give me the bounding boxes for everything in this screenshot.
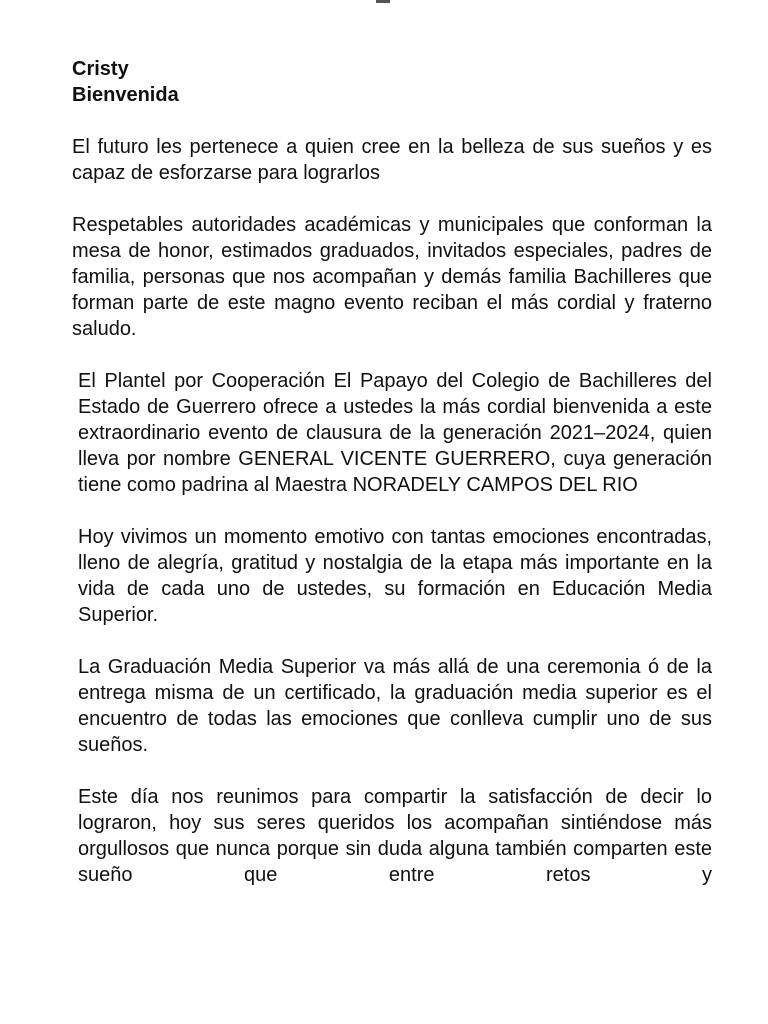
paragraph-6: Este día nos reunimos para compartir la satisfacción de decir lo lograron, hoy sus seres queridos los acompañan sintiéndose más orgullosos que nunca porque sin duda alguna también comparten este sueño que entre retos y (78, 786, 712, 886)
paragraph-2: Respetables autoridades académicas y municipales que conforman la mesa de honor, estimados graduados, invitados especiales, padres de familia, personas que nos acompañan y demás familia Bachilleres que forman parte de este magno evento reciban el más cordial y fraterno saludo. (72, 214, 712, 340)
document-page (72, 56, 712, 914)
paragraph-5: La Graduación Media Superior va más allá de una ceremonia ó de la entrega misma de un certificado, la graduación media superior es el encuentro de todas las emociones que conlleva cumplir uno de sus sueños. (78, 656, 712, 756)
paragraph-3: El Plantel por Cooperación El Papayo del Colegio de Bachilleres del Estado de Guerrero ofrece a ustedes la más cordial bienvenida a este extraordinario evento de clausura de la generación 2021–2024, quien lleva por nombre GENERAL VICENTE GUERRERO, cuya generación tiene como padrina al Maestra NORADELY CAMPOS DEL RIO (78, 370, 712, 496)
paragraph-4: Hoy vivimos un momento emotivo con tantas emociones encontradas, lleno de alegría, gratitud y nostalgia de la etapa más importante en la vida de cada uno de ustedes, su formación en Educación Media Superior. (78, 526, 712, 626)
author-name: Cristy (72, 58, 129, 80)
paragraph-1: El futuro les pertenece a quien cree en la belleza de sus sueños y es capaz de esforzarse para lograrlos (72, 136, 712, 184)
document-title: Bienvenida (72, 84, 179, 106)
document-header (72, 56, 712, 108)
page-top-mark (376, 0, 390, 3)
